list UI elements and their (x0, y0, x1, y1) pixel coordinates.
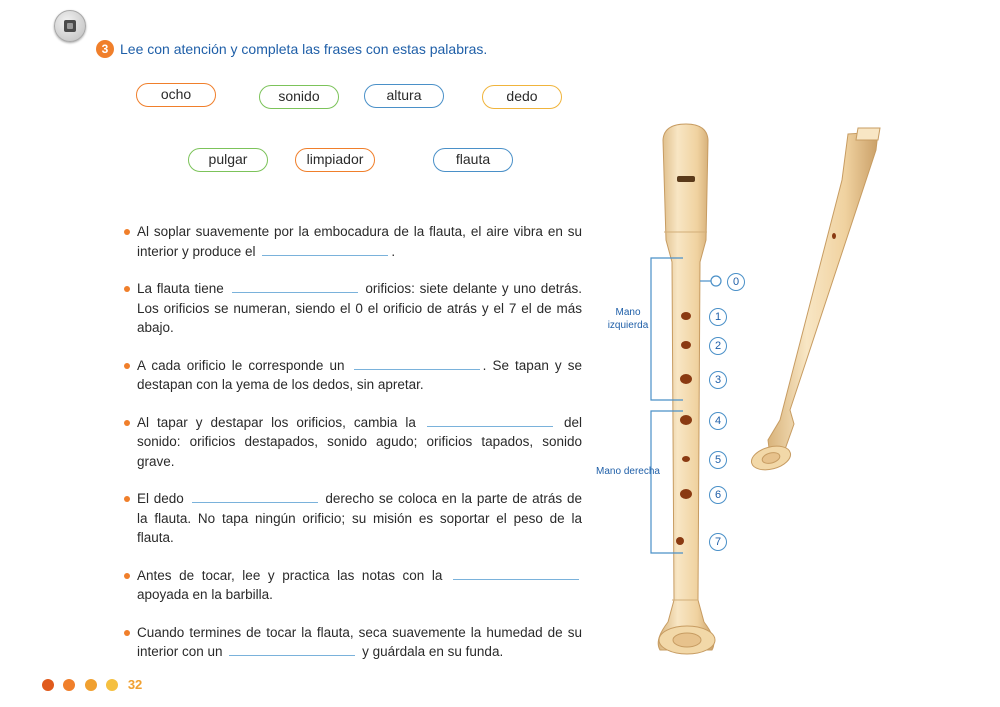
hole-7 (676, 537, 684, 545)
word-chip-flauta[interactable]: flauta (433, 148, 513, 172)
sentence-6: Antes de tocar, lee y practica las notas con la apoyada en la barbilla. (122, 566, 582, 605)
thumb-hole (832, 233, 836, 239)
footer-dot (63, 679, 75, 691)
word-chip-ocho[interactable]: ocho (136, 83, 216, 107)
footer-dot (42, 679, 54, 691)
word-chip-sonido[interactable]: sonido (259, 85, 339, 109)
hole-5 (682, 456, 690, 462)
sentence-5: El dedo derecho se coloca en la parte de atrás de la flauta. No tapa ningún orificio; su misión es soportar el peso de la flauta. (122, 489, 582, 548)
left-hand-label: Mano izquierda (607, 307, 649, 331)
hole-3 (680, 374, 692, 384)
recorder-front-view (658, 124, 715, 654)
hole-2 (681, 341, 691, 349)
hole-6 (680, 489, 692, 499)
hole-1 (681, 312, 691, 320)
page-number: 32 (127, 677, 143, 693)
hole-number-3: 3 (709, 371, 727, 389)
hole-number-6: 6 (709, 486, 727, 504)
word-chip-limpiador[interactable]: limpiador (295, 148, 375, 172)
hole-number-2: 2 (709, 337, 727, 355)
sentence-7: Cuando termines de tocar la flauta, seca suavemente la humedad de su interior con un y guárdala en su funda. (122, 623, 582, 662)
footer-dot (85, 679, 97, 691)
hole-number-4: 4 (709, 412, 727, 430)
hole-number-5: 5 (709, 451, 727, 469)
sentence-3: A cada orificio le corresponde un . Se tapan y se destapan con la yema de los dedos, sin apretar. (122, 356, 582, 395)
page-footer (42, 676, 143, 693)
word-chip-altura[interactable]: altura (364, 84, 444, 108)
sentence-4: Al tapar y destapar los orificios, cambia la del sonido: orificios destapados, sonido agudo; orificios tapados, sonido grave. (122, 413, 582, 472)
exercise-instruction: Lee con atención y completa las frases con estas palabras. (120, 41, 488, 57)
right-hand-label: Mano derecha (596, 466, 660, 477)
hole-number-7: 7 (709, 533, 727, 551)
word-chip-dedo[interactable]: dedo (482, 85, 562, 109)
sentence-2: La flauta tiene orificios: siete delante y uno detrás. Los orificios se numeran, siendo el 0 el orificio de atrás y el 7 el de más abajo. (122, 279, 582, 338)
window-opening (677, 176, 695, 182)
recorder-back-view (749, 128, 880, 474)
sentence-1: Al soplar suavemente por la embocadura de la flauta, el aire vibra en su interior y produce el . (122, 222, 582, 261)
hole-number-0: 0 (727, 273, 745, 291)
exercise-number-badge: 3 (96, 40, 114, 58)
hole-number-1: 1 (709, 308, 727, 326)
footer-dot (106, 679, 118, 691)
hole-4 (680, 415, 692, 425)
back-hole-marker (711, 276, 721, 286)
word-chip-pulgar[interactable]: pulgar (188, 148, 268, 172)
